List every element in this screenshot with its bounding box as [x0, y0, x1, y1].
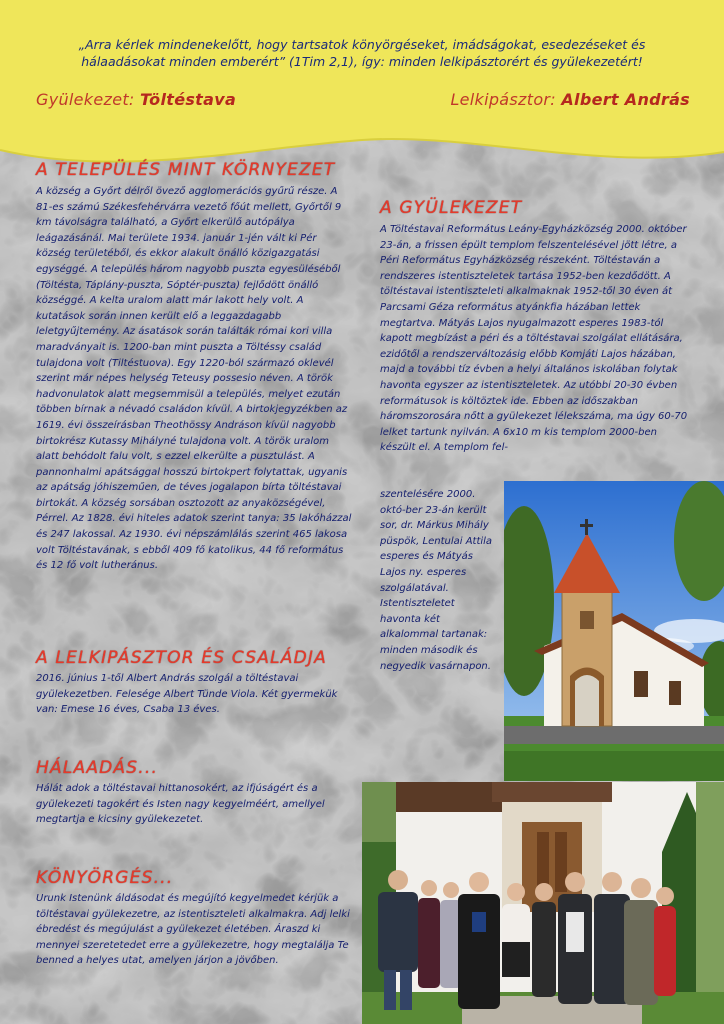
- pastor-name: Albert András: [561, 90, 690, 109]
- scripture-quote: „Arra kérlek mindenekelőtt, hogy tartsatok könyörgéseket, imádságokat, esedezéseket és hálaadásokat minden emberért” (1Tim 2,1), így: minden lelkipásztorért és gyülekezetért!: [78, 37, 646, 69]
- petition-text: Urunk Istenünk áldásodat és megújító kegyelmedet kérjük a töltéstavai gyülekezetre, az istentiszteleti alkalmakra. Adj lelki ébredést és megújulást a gyülekezet életében. Áraszd ki mennyei szeretetedet erre a gyülekezetre, hogy megtalálja Te benned a helyes utat, amelyen járjon a jövőben.: [36, 893, 350, 967]
- congregation-line: [36, 90, 236, 109]
- thanksgiving-text: Hálát adok a töltéstavai hittanosokért, az ifjúságért és a gyülekezeti tagokért és Isten nagy kegyelméért, amellyel megtartja e kicsiny gyülekezetet.: [36, 783, 325, 826]
- pastor-family-heading: A LELKIPÁSZTOR ÉS CSALÁDJA: [36, 648, 327, 668]
- congregation-name: Töltéstava: [140, 90, 237, 109]
- settlement-heading: A TELEPÜLÉS MINT KÖRNYEZET: [36, 160, 336, 180]
- pastor-line: [450, 90, 690, 109]
- congregation-text-top: A Töltéstavai Református Leány-Egyházközség 2000. október 23-án, a frissen épült templom felszentelésével jött létre, a Péri Református Egyházközség részeként. Töltéstaván a rendszeres istentiszteletek tartása 1952-ben kezdődött. A töltéstavai istentiszteleti alkalmaknak 1952-től 30 éven át Parcsami Géza református atyánkfia házában lettek megtartva. Mátyás Lajos nyugalmazott esperes 1983-tól kapott megbízást a péri és a töltéstavai szolgálat ellátására, ezidőtől a rendszerváltozásig előbb Komjáti Lajos házában, majd a további tíz évben a helyi általános iskolában folytak havonta egyszer az istentiszteletek. Az utóbbi 20-30 évben reformátusok is költöztek ide. Ebben az időszakban háromszorosára nőtt a gyülekezet lélekszáma, ma úgy 60-70 lelket tartunk nyilván. A 6x10 m kis templom 2000-ben készült el. A templom fel-: [380, 224, 688, 454]
- thanksgiving-heading: HÁLAADÁS...: [36, 758, 159, 778]
- pastor-label: Lelkipásztor:: [450, 90, 556, 109]
- pastor-family-text: 2016. június 1-től Albert András szolgál a töltéstavai gyülekezetben. Felesége Albert Tünde Viola. Két gyermekük van: Emese 16 éves, Csaba 13 éves.: [36, 673, 338, 716]
- congregation-label: Gyülekezet:: [36, 90, 135, 109]
- congregation-group-photo: [362, 782, 724, 1024]
- congregation-heading: A GYÜLEKEZET: [380, 198, 523, 218]
- congregation-text-narrow: szentelésére 2000. októ-ber 23-án került sor, dr. Márkus Mihály püspök, Lentulai Attila esperes és Mátyás Lajos ny. esperes szolgálatával. Istentiszteletet havonta két alkalommal tartanak: minden második és negyedik vasárnapon.: [380, 489, 493, 672]
- church-photo: [504, 481, 724, 781]
- settlement-text: A község a Győrt délről övező agglomerációs gyűrű része. A 81-es számú Székesfehérvárra vezető főút mellett, Győrtől 9 km távolságra található, a Győrt elkerülő autópálya leágazásánál. Mai területe 1934. január 1-jén vált ki Pér község területéből, és ekkor alakult önálló közigazgatási egységgé. A település három nagyobb puszta egyesüléséből (Töltésta, Táplány-puszta, Sóptér-puszta) fejlődött önálló községgé. A kelta uralom alatt már lakott hely volt. A kutatások során innen került elő a leggazdagabb leletgyűjtemény. Az ásatások során találták római kori villa maradványait is. 1200-ban mint puszta a Töltéssy család tulajdona volt (Tiltéstuova). Egy 1220-ból származó oklevél szerint már népes helység Teteusy possesio néven. A török hadvonulatok alatt megsemmisül a település, melyet ezután többen bírnak a névadó családon kívül. A birtokjegyzékben az 1619. évi összeírásban Theothössy Andráson kívül nagyobb birtokrész Kutassy Mihályné tulajdona volt. A török uralom alatt behódolt falu volt, s ezzel elkerülte a pusztulást. A pannonhalmi apátsággal hosszú birtokpert folytattak, ugyanis az apátság jóhiszeműen, de téves jogalapon bírta töltéstavai birtokát. A község sorsában osztozott az anyaközségével, Pérrel. Az 1828. évi hiteles adatok szerint tanya: 35 lakóházzal és 247 lakossal. Az 1930. évi népszámlálás szerint 465 lakosa volt Töltéstavának, s ebből 409 fő katolikus, 44 fő református és 12 fő volt lutheránus.: [36, 186, 352, 572]
- petition-heading: KÖNYÖRGÉS...: [36, 868, 174, 888]
